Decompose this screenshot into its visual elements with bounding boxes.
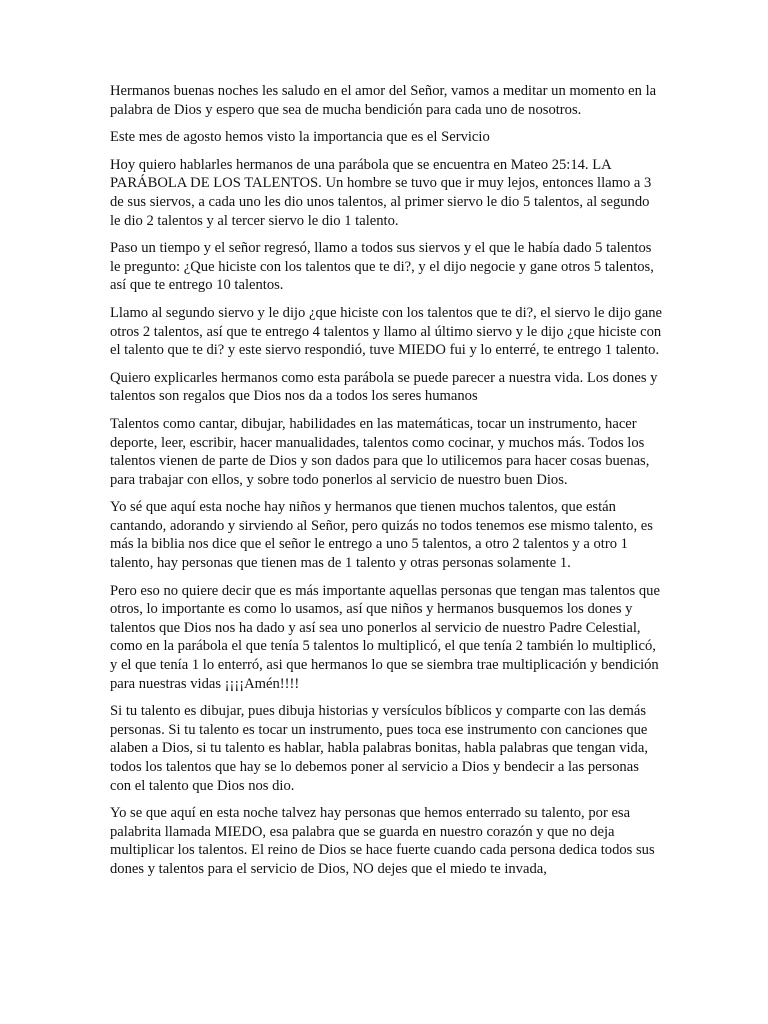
paragraph-greeting: Hermanos buenas noches les saludo en el amor del Señor, vamos a meditar un momento en la palabra de Dios y espero que sea de mucha bendición para cada uno de nosotros. bbox=[110, 83, 657, 118]
paragraph-first-servant: Paso un tiempo y el señor regresó, llamo a todos sus siervos y el que le había dado 5 talentos le pregunto: ¿Que hiciste con los talentos que te di?, y el dijo negocie y gane otros 5 talentos, así que te entrego 10 talentos. bbox=[110, 240, 654, 294]
paragraph-parable-intro: Hoy quiero hablarles hermanos de una parábola que se encuentra en Mateo 25:14. LA PARÁBOLA DE LOS TALENTOS. Un hombre se tuvo que ir muy lejos, entonces llamo a 3 de sus siervos, a cada uno les dio unos talentos, al primer siervo le dio 5 talentos, al segundo le dio 2 talentos y al tercer siervo le dio 1 talento. bbox=[110, 156, 652, 229]
paragraph-children-talents: Yo sé que aquí esta noche hay niños y hermanos que tienen muchos talentos, que están cantando, adorando y sirviendo al Señor, pero quizás no todos tenemos ese mismo talento, es más la biblia nos dice que el señor le entrego a uno 5 talentos, a otro 2 talentos y a otro 1 talento, hay personas que tienen mas de 1 talento y otras personas solamente 1. bbox=[110, 499, 653, 572]
paragraph-talent-examples: Talentos como cantar, dibujar, habilidades en las matemáticas, tocar un instrumento, hacer deporte, leer, escribir, hacer manualidades, talentos como cocinar, y muchos más. Todos los talentos vienen de parte de Dios y son dados para que lo utilicemos para hacer cosas buenas, para trabajar con ellos, y sobre todo ponerlos al servicio de nuestro buen Dios. bbox=[110, 415, 650, 488]
paragraph-other-servants: Llamo al segundo siervo y le dijo ¿que hiciste con los talentos que te di?, el siervo le dijo gane otros 2 talentos, así que te entrego 4 talentos y llamo al último siervo y le dijo ¿que hiciste con el talento que te di? y este siervo respondió, tuve MIEDO fui y lo enterré, te entrego 1 talento. bbox=[110, 304, 662, 359]
paragraph-service: Este mes de agosto hemos visto la importancia que es el Servicio bbox=[110, 129, 490, 146]
paragraph-fear: Yo se que aquí en esta noche talvez hay personas que hemos enterrado su talento, por esa palabrita llamada MIEDO, esa palabra que se guarda en nuestro corazón y que no deja multiplicar los talentos. El reino de Dios se hace fuerte cuando cada persona dedica todos sus dones y talentos para el servicio de Dios, NO dejes que el miedo te invada, bbox=[110, 805, 655, 877]
paragraph-importance: Pero eso no quiere decir que es más importante aquellas personas que tengan mas talentos que otros, lo importante es como lo usamos, así que niños y hermanos busquemos los dones y talentos que Dios nos ha dado y así sea uno ponerlos al servicio de nuestro Padre Celestial, como en la parábola el que tenía 5 talentos lo multiplicó, el que tenía 2 también lo multiplicó, y el que tenía 1 lo enterró, asi que hermanos lo que se siembra trae multiplicación y bendición para nuestras vidas ¡¡¡¡Amén!!!! bbox=[110, 582, 660, 692]
paragraph-use-talents: Si tu talento es dibujar, pues dibuja historias y versículos bíblicos y comparte con las demás personas. Si tu talento es tocar un instrumento, pues toca ese instrumento con canciones que alaben a Dios, si tu talento es hablar, habla palabras bonitas, habla palabras que tengan vida, todos los talentos que hay se lo debemos poner al servicio a Dios y bendecir a las personas con el talento que Dios nos dio. bbox=[110, 703, 648, 794]
document-body bbox=[110, 82, 662, 888]
paragraph-explanation: Quiero explicarles hermanos como esta parábola se puede parecer a nuestra vida. Los dones y talentos son regalos que Dios nos da a todos los seres humanos bbox=[110, 369, 658, 405]
